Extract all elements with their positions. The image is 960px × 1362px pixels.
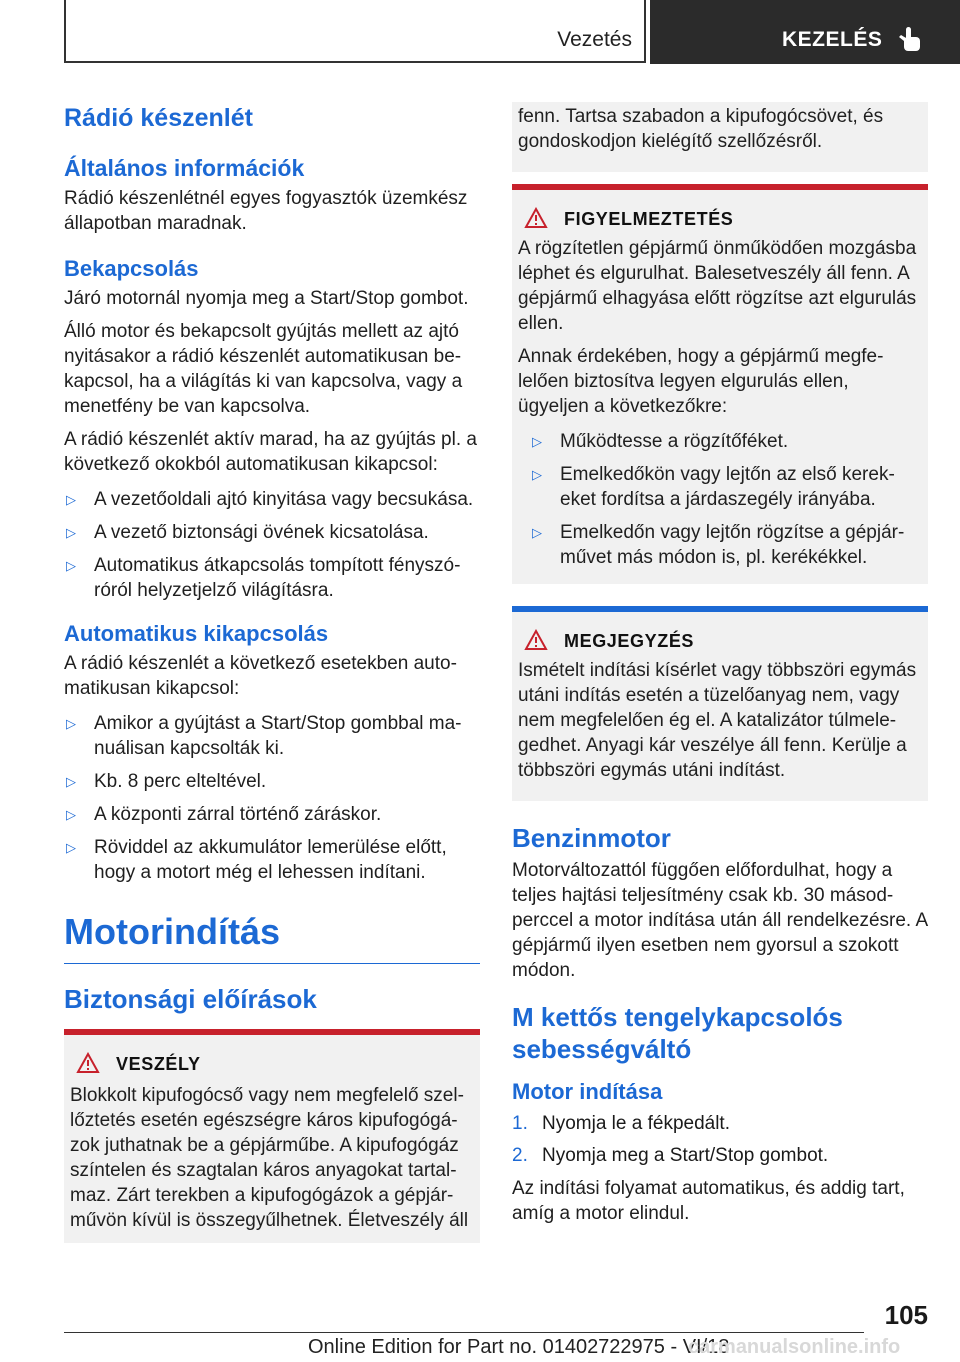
warning-triangle-icon (76, 1052, 100, 1074)
paragraph-petrol: Motorváltozattól függően előfordulhat, hogy a teljes hajtási teljesítmény csak kb. 30 másod-perccel a motor indítása után áll rendelkezésre. A gépjármű ilyen esetben nem gyorsul a szokott módon. (512, 860, 928, 981)
step-text: Nyomja le a fékpedált. (542, 1113, 730, 1134)
bullet-triangle-icon: ▷ (66, 716, 76, 731)
bullet-triangle-icon: ▷ (66, 492, 76, 507)
danger-title-text: VESZÉLY (116, 1054, 201, 1074)
note-title (518, 628, 922, 654)
heading-radio-standby: Rádió készenlét (64, 104, 253, 132)
step-item (512, 1111, 928, 1136)
left-column (64, 96, 480, 1243)
list-item (518, 429, 922, 454)
chapter-tab[interactable] (650, 0, 960, 64)
bullet-triangle-icon: ▷ (66, 525, 76, 540)
warning-paragraph-1: A rögzítetlen gépjármű önműködően mozgásba léphet és elgurulhat. Balesetveszély áll fenn. A gépjármű elhagyása előtt rögzítse azt elgurulás ellen. (518, 238, 917, 334)
list-item (64, 835, 480, 885)
list-item (64, 802, 480, 827)
header-tabs (64, 0, 960, 66)
bullet-triangle-icon: ▷ (532, 434, 542, 449)
heading-m-dct: M kettős tengelykapcsolós sebességváltó (512, 1002, 843, 1064)
bullet-triangle-icon: ▷ (66, 558, 76, 573)
warning-paragraph-2: Annak érdekében, hogy a gépjármű megfe-lelően biztosítva legyen elgurulás ellen, ügyeljen a következőkre: (518, 346, 884, 417)
paragraph-general: Rádió készenlétnél egyes fogyasztók üzemkész állapotban maradnak. (64, 188, 468, 234)
list-item (64, 520, 480, 545)
section-label: Vezetés (557, 28, 632, 51)
chapter-label: KEZELÉS (782, 28, 883, 51)
danger-continued-text: fenn. Tartsa szabadon a kipufogócsövet, és gondoskodjon kielégítő szellőzésről. (518, 106, 884, 152)
step-text: Nyomja meg a Start/Stop gombot. (542, 1145, 829, 1166)
danger-text: Blokkolt kipufogócső vagy nem megfelelő szel-lőztetés esetén egészségre káros kipufogógá-zok juthatnak be a gépjárműbe. A kipufogógáz színtelen és szagtalan káros anyagokat tartal-maz. Zárt terekben a kipufogógázok a gépjár-művön kívül is összegyűlhetnek. Életveszély áll (70, 1085, 469, 1231)
list-item-text: A vezetőoldali ajtó kinyitása vagy becsukása. (94, 489, 474, 510)
bullet-triangle-icon: ▷ (532, 467, 542, 482)
list-item (64, 553, 480, 603)
list-item-text: A központi zárral történő záráskor. (94, 804, 382, 825)
list-item (518, 462, 922, 512)
bullet-triangle-icon: ▷ (66, 774, 76, 789)
list-item (64, 711, 480, 761)
section-tab[interactable] (64, 0, 646, 63)
heading-auto-off: Automatikus kikapcsolás (64, 621, 329, 646)
heading-safety: Biztonsági előírások (64, 984, 317, 1014)
list-item (64, 487, 480, 512)
paragraph-auto-off: A rádió készenlét a következő esetekben auto-matikusan kikapcsol: (64, 653, 457, 699)
footer-edition: Online Edition for Part no. 01402722975 - VI/18 (308, 1336, 730, 1358)
bullet-triangle-icon: ▷ (66, 840, 76, 855)
list-item-text: Működtesse a rögzítőféket. (560, 431, 789, 452)
warning-box (512, 184, 928, 584)
heading-petrol-engine: Benzinmotor (512, 823, 671, 853)
danger-box-continued (512, 102, 928, 172)
footer-divider (64, 1332, 864, 1333)
heading-switch-on: Bekapcsolás (64, 256, 199, 281)
heading-engine-start: Motorindítás (64, 911, 280, 952)
list-item-text: Kb. 8 perc elteltével. (94, 771, 267, 792)
heading-engine-start-sub: Motor indítása (512, 1079, 663, 1104)
paragraph-on-1: Járó motornál nyomja meg a Start/Stop gombot. (64, 288, 469, 309)
step-number: 1. (512, 1113, 528, 1134)
step-item (512, 1143, 928, 1168)
bullet-triangle-icon: ▷ (66, 807, 76, 822)
list-item-text: Automatikus átkapcsolás tompított fényszó-róról helyzetjelző világításra. (94, 555, 461, 601)
danger-title (70, 1051, 474, 1077)
list-item (64, 769, 480, 794)
paragraph-on-2: Álló motor és bekapcsolt gyújtás mellett az ajtó nyitásakor a rádió készenlét automatikusan be-kapcsol, ha a világítás ki van kapcsolva, vagy a menetfény be van kapcsolva. (64, 321, 463, 417)
note-text: Ismételt indítási kísérlet vagy többszöri egymás utáni indítás esetén a tüzelőanyag nem, vagy nem megfelelően ég el. A katalizátor túlmele-gedhet. Anyagi kár veszélye áll fenn. Kerülje a többszöri egymás utáni indítást. (518, 660, 917, 781)
hand-pointer-icon (898, 25, 924, 53)
page-number: 105 (884, 1300, 928, 1330)
list-item-text: Amikor a gyújtást a Start/Stop gombbal ma-nuálisan kapcsolták ki. (94, 713, 462, 759)
list-item (518, 520, 922, 570)
note-box (512, 606, 928, 801)
watermark: carmanualsonline.info (688, 1336, 901, 1358)
warning-triangle-icon (524, 207, 548, 229)
list-item-text: Röviddel az akkumulátor lemerülése előtt, hogy a motort még el lehessen indítani. (94, 837, 447, 883)
note-title-text: MEGJEGYZÉS (564, 631, 695, 651)
list-item-text: Emelkedőkön vagy lejtőn az első kerek-eket fordítsa a járdaszegély irányába. (560, 464, 895, 510)
heading-general-info: Általános információk (64, 155, 305, 181)
step-number: 2. (512, 1145, 528, 1166)
paragraph-start: Az indítási folyamat automatikus, és addig tart, amíg a motor elindul. (512, 1178, 905, 1224)
right-column (512, 96, 928, 1226)
heading-divider (64, 963, 480, 964)
paragraph-on-3: A rádió készenlét aktív marad, ha az gyújtás pl. a következő okokból automatikusan kikapcsol: (64, 429, 477, 475)
caution-triangle-icon (524, 629, 548, 651)
danger-box (64, 1029, 480, 1243)
list-item-text: Emelkedőn vagy lejtőn rögzítse a gépjár-művet más módon is, pl. kerékékkel. (560, 522, 905, 568)
bullet-triangle-icon: ▷ (532, 525, 542, 540)
warning-title-text: FIGYELMEZTETÉS (564, 209, 734, 229)
warning-title (518, 206, 922, 232)
list-item-text: A vezető biztonsági övének kicsatolása. (94, 522, 429, 543)
